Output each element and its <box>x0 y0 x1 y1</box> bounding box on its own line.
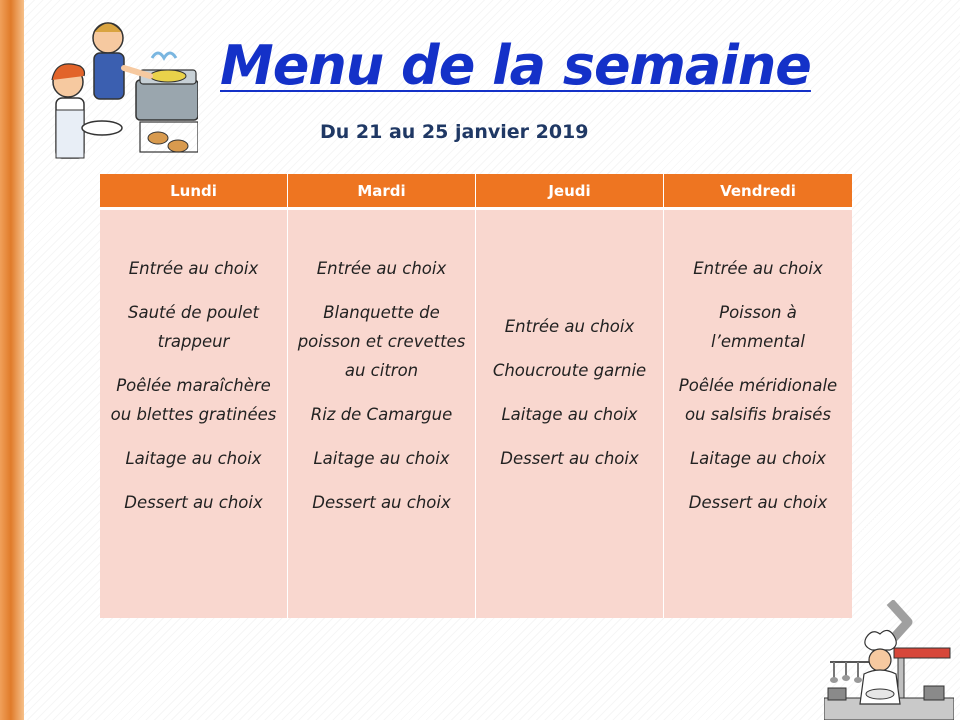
menu-column-vendredi <box>664 210 852 618</box>
menu-column-mardi <box>288 210 476 618</box>
canteen-clipart <box>40 10 198 164</box>
chef-kitchen-clipart <box>824 628 954 720</box>
dish-item: Blanquette de poisson et crevettes au citron <box>297 303 466 380</box>
dish-item: Entrée au choix <box>128 259 259 278</box>
page-title: Menu de la semaine <box>220 34 811 97</box>
day-header-jeudi: Jeudi <box>476 174 664 210</box>
dish-item: Entrée au choix <box>504 317 635 336</box>
weekly-menu-table <box>100 174 852 618</box>
day-header-lundi: Lundi <box>100 174 288 210</box>
dish-item: Poisson à l’emmental <box>711 303 805 351</box>
dish-item: Dessert au choix <box>500 449 639 468</box>
dish-item: Dessert au choix <box>124 493 263 512</box>
dish-item: Entrée au choix <box>316 259 447 278</box>
dish-item: Laitage au choix <box>313 449 450 468</box>
dish-item: Entrée au choix <box>693 259 823 278</box>
dish-item: Laitage au choix <box>501 405 638 424</box>
menu-column-lundi <box>100 210 288 618</box>
dish-item: Poêlée maraîchère ou blettes gratinées <box>110 376 277 424</box>
dish-item: Poêlée méridionale ou salsifis braisés <box>678 376 838 424</box>
date-range: Du 21 au 25 janvier 2019 <box>320 121 589 143</box>
menu-column-jeudi <box>476 210 664 618</box>
day-header-mardi: Mardi <box>288 174 476 210</box>
dish-item: Laitage au choix <box>689 449 827 468</box>
dish-item: Dessert au choix <box>688 493 828 512</box>
dish-item: Choucroute garnie <box>492 361 647 380</box>
dish-item: Laitage au choix <box>125 449 262 468</box>
dish-item: Sauté de poulet trappeur <box>127 303 259 351</box>
dish-item: Riz de Camargue <box>310 405 453 424</box>
left-accent-bar <box>0 0 24 720</box>
day-header-vendredi: Vendredi <box>664 174 852 210</box>
dish-item: Dessert au choix <box>312 493 451 512</box>
